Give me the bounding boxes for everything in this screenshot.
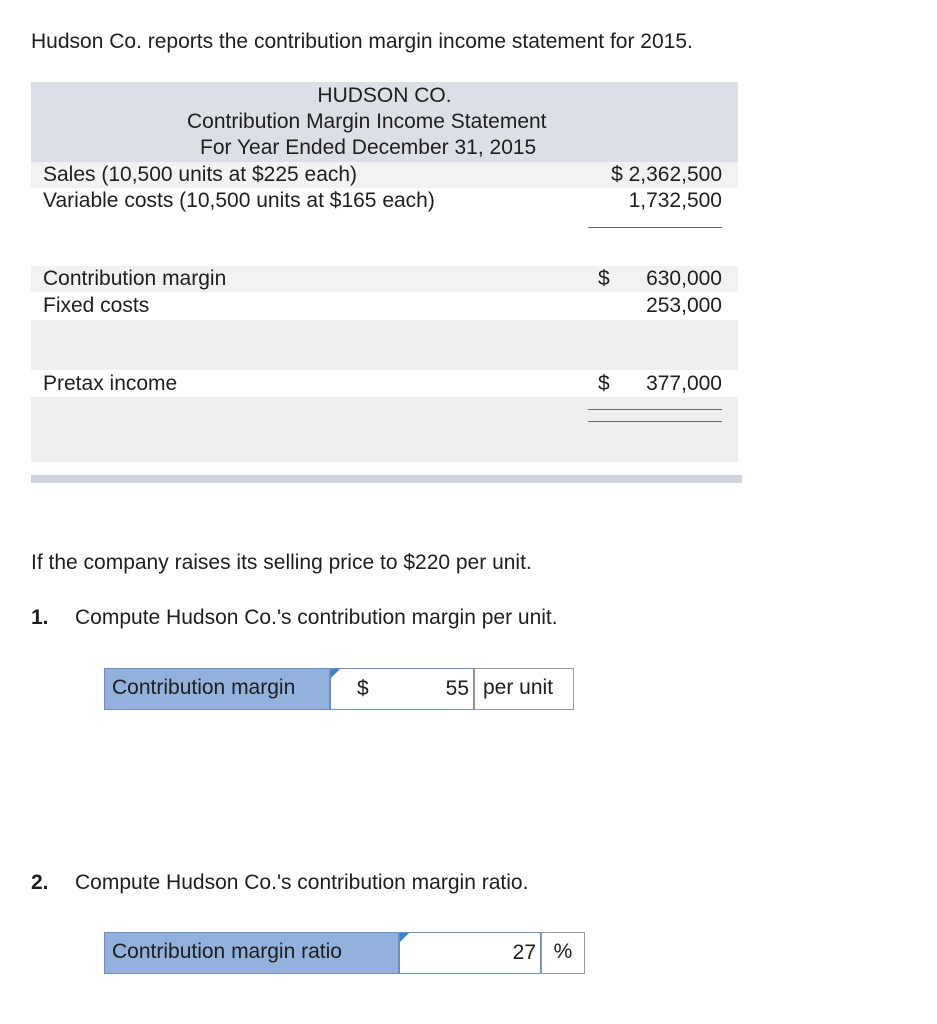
q1-answer-currency: $ [357, 677, 369, 700]
q2-input-flag-icon [400, 933, 409, 942]
q1-answer-label: Contribution margin [104, 668, 330, 710]
q1-answer-value[interactable]: 55 [445, 677, 469, 700]
variable-costs-underline [588, 227, 722, 228]
q1-number: 1. [31, 606, 49, 629]
contribution-margin-label: Contribution margin [43, 267, 227, 290]
sales-amount: $ 2,362,500 [611, 163, 722, 186]
intro-text: Hudson Co. reports the contribution margin income statement for 2015. [31, 30, 693, 53]
variable-costs-label: Variable costs (10,500 units at $165 each) [43, 189, 435, 212]
q1-text: Compute Hudson Co.'s contribution margin per unit. [75, 606, 558, 629]
q2-answer-label: Contribution margin ratio [104, 932, 399, 974]
pretax-double-underline-top [588, 409, 722, 410]
sales-label: Sales (10,500 units at $225 each) [43, 163, 358, 186]
statement-period: For Year Ended December 31, 2015 [200, 136, 537, 159]
pretax-double-underline-bottom [588, 421, 722, 422]
q2-number: 2. [31, 871, 49, 894]
fixed-costs-label: Fixed costs [43, 294, 150, 317]
pretax-income-amount: 377,000 [646, 372, 722, 395]
q2-answer-unit: % [541, 932, 585, 974]
scenario-text: If the company raises its selling price to $220 per unit. [31, 551, 532, 574]
fixed-costs-amount: 253,000 [646, 294, 722, 317]
contribution-margin-currency: $ [598, 267, 610, 290]
pretax-income-label: Pretax income [43, 372, 178, 395]
section-divider [31, 475, 742, 483]
statement-title: Contribution Margin Income Statement [187, 110, 547, 133]
q2-text: Compute Hudson Co.'s contribution margin ratio. [75, 871, 529, 894]
q1-answer-unit: per unit [474, 668, 574, 710]
statement-company: HUDSON CO. [317, 84, 452, 107]
variable-costs-amount: 1,732,500 [628, 189, 722, 212]
q2-answer-value[interactable]: 27 [512, 941, 536, 964]
contribution-margin-amount: 630,000 [646, 267, 722, 290]
q1-input-flag-icon [331, 669, 340, 678]
pretax-income-currency: $ [598, 372, 610, 395]
